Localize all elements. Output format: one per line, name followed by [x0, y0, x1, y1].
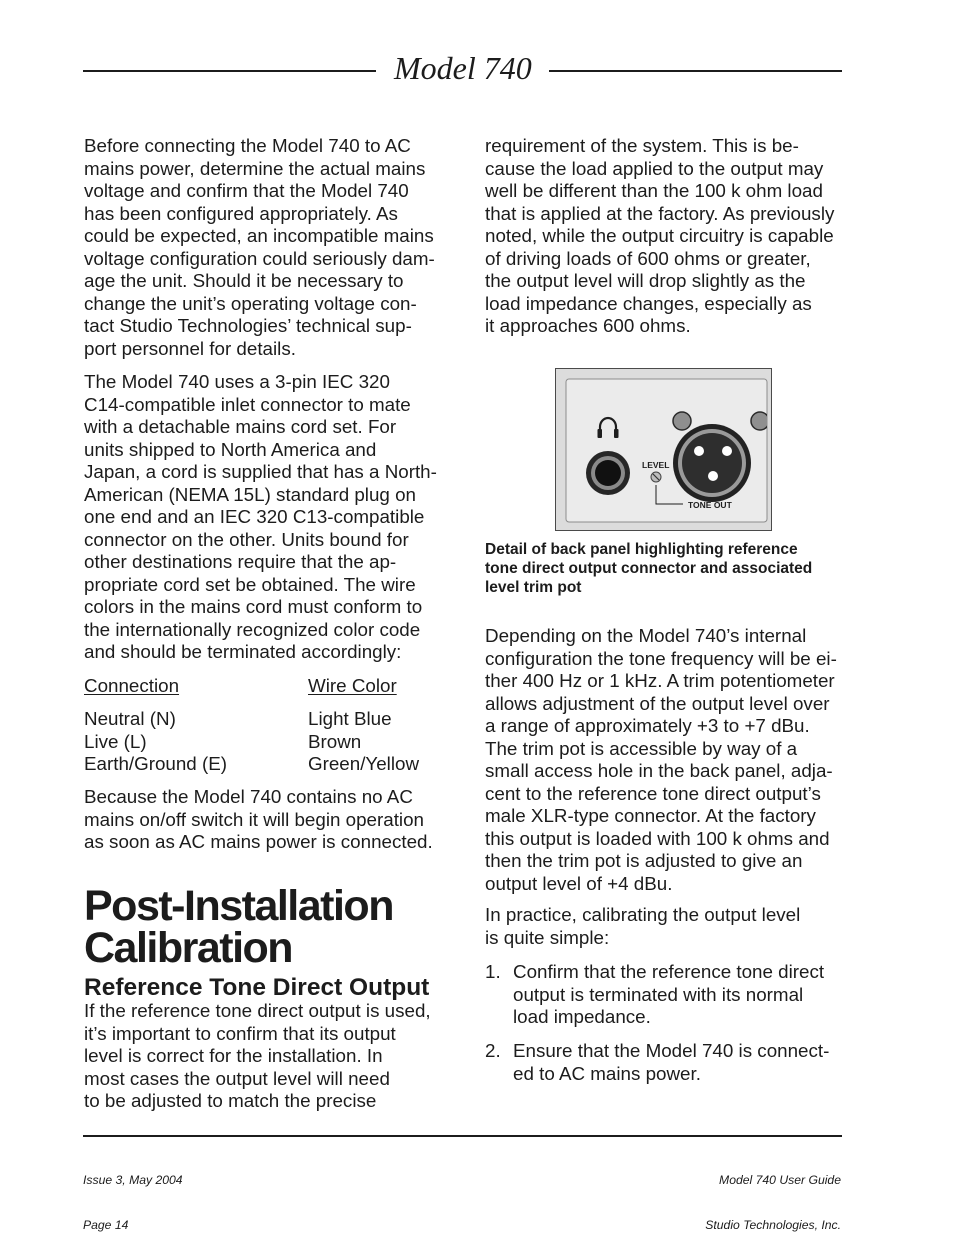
- footer-page-number: Page 14: [83, 1218, 129, 1232]
- reference-tone-paragraph: If the reference tone direct output is used, it’s important to confirm that its output level is correct for the installation. In most cases the output level will need to be adjusted to match the precise: [84, 1000, 431, 1111]
- header-rule-right: [549, 70, 842, 72]
- tone-frequency-paragraph: Depending on the Model 740’s internal configuration the tone frequency will be ei- ther 400 Hz or 1 kHz. A trim potentiometer allows adjustment of the output level over a range of approximately +3 to +7 dBu. The trim pot is accessible by way of a small access hole in the back panel, adja- cent to the reference tone direct output’s male XLR-type connector. At the factory this output is loaded with 100 k ohms and then the trim pot is adjusted to give an output level of +4 dBu.: [485, 625, 837, 894]
- footer-issue: Issue 3, May 2004: [83, 1173, 183, 1187]
- footer-left: [83, 1143, 183, 1235]
- level-label: LEVEL: [642, 460, 670, 470]
- back-panel-figure: [555, 368, 772, 531]
- trim-pot: [651, 472, 661, 482]
- connector-paragraph: The Model 740 uses a 3-pin IEC 320 C14-compatible inlet connector to mate with a detachable mains cord set. For units shipped to North America and Japan, a cord is supplied that has a North- American (NEMA 15L) standard plug on one end and an IEC 320 C13-compatible connector on the other. Units bound for other destinations require that the ap- propriate cord set be obtained. The wire colors in the mains cord must conform to the internationally recognized color code and should be terminated accordingly:: [84, 371, 437, 662]
- table-cell-connection: Live (L): [84, 730, 147, 752]
- calibration-intro: In practice, calibrating the output level is quite simple:: [485, 904, 801, 948]
- xlr-connector: [673, 424, 751, 502]
- subsection-heading: Reference Tone Direct Output: [84, 974, 430, 1001]
- table-cell-wire-color: Brown: [308, 730, 362, 752]
- power-switch-paragraph: Because the Model 740 contains no AC mains on/off switch it will begin operation as soon as AC mains power is connected.: [84, 786, 433, 852]
- table-cell-wire-color: Green/Yellow: [308, 753, 420, 774]
- table-cell-wire-color: Light Blue: [308, 708, 392, 729]
- back-panel-illustration: [555, 368, 772, 531]
- xlr-pin: [722, 446, 732, 456]
- step-number: 1.: [485, 961, 501, 982]
- document-title: Model 740: [394, 50, 532, 86]
- step-text: Ensure that the Model 740 is connect- ed to AC mains power.: [513, 1040, 830, 1084]
- footer-guide-title: Model 740 User Guide: [719, 1173, 841, 1187]
- load-paragraph: requirement of the system. This is be- cause the load applied to the output may well be different than the 100 k ohm load that is applied at the factory. As previously noted, while the output circuitry is capable of driving loads of 600 ohms or greater, the output level will drop slightly as the load impedance changes, especially as it approaches 600 ohms.: [485, 135, 835, 336]
- figure-caption: Detail of back panel highlighting reference tone direct output connector and associated level trim pot: [485, 541, 813, 596]
- table-cell-connection: Earth/Ground (E): [84, 753, 228, 774]
- section-heading: Post-Installation Calibration: [84, 882, 393, 972]
- table-cell-connection: Neutral (N): [84, 708, 176, 729]
- footer-right: [705, 1143, 841, 1235]
- header-rule-left: [83, 70, 376, 72]
- intro-paragraph: Before connecting the Model 740 to AC mains power, determine the actual mains voltage and confirm that the Model 740 has been configured appropriately. As could be expected, an incompatible mains voltage configuration could seriously dam- age the unit. Should it be necessary to change the unit’s operating voltage con- tact Studio Technologies’ technical sup- port personnel for details.: [84, 135, 435, 359]
- xlr-pin: [708, 471, 718, 481]
- footer-rule: [83, 1135, 842, 1137]
- step-number: 2.: [485, 1040, 501, 1061]
- step-text: Confirm that the reference tone direct output is terminated with its normal load impedance.: [513, 961, 825, 1027]
- footer-company: Studio Technologies, Inc.: [705, 1218, 841, 1232]
- xlr-pin: [694, 446, 704, 456]
- panel-screw: [751, 412, 769, 430]
- headphone-jack: [586, 451, 630, 495]
- tone-out-label: TONE OUT: [688, 500, 732, 510]
- table-header-wire-color: Wire Color: [308, 675, 397, 696]
- table-header-connection: Connection: [84, 675, 180, 696]
- panel-screw: [673, 412, 691, 430]
